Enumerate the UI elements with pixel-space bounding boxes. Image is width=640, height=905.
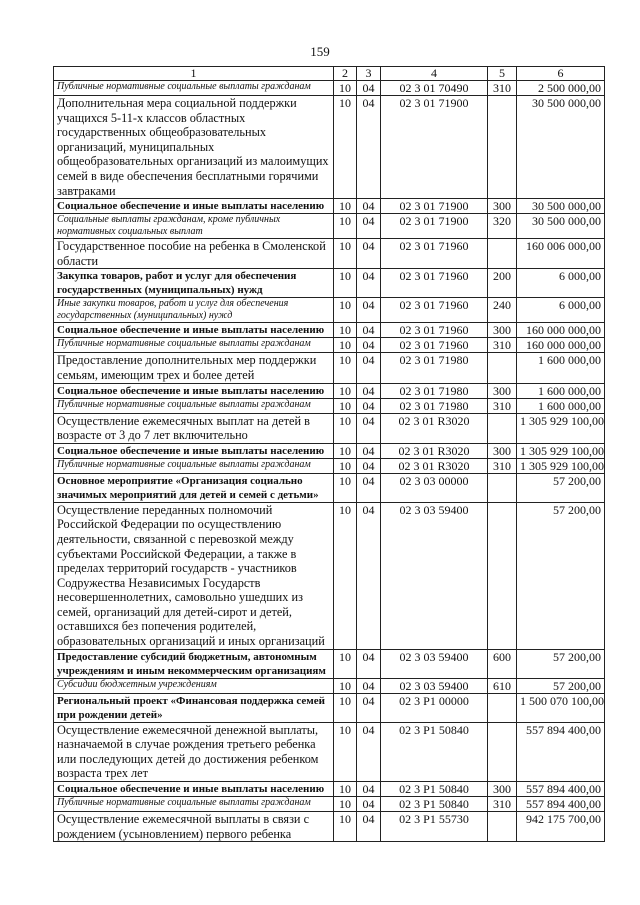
row-sum-cell: 160 000 000,00 [517, 323, 605, 338]
row-kind-cell [488, 353, 517, 383]
row-target-cell: 02 3 01 71980 [381, 398, 488, 413]
budget-table [53, 66, 605, 842]
row-name-cell: Субсидии бюджетным учреждениям [54, 678, 334, 693]
row-target-cell: 02 3 01 71960 [381, 338, 488, 353]
row-subsection-cell: 04 [357, 812, 381, 842]
row-section-cell: 10 [334, 413, 357, 443]
row-kind-cell [488, 502, 517, 649]
row-section-cell: 10 [334, 693, 357, 722]
row-kind-cell: 310 [488, 338, 517, 353]
row-target-cell: 02 3 03 59400 [381, 678, 488, 693]
row-sum-cell: 6 000,00 [517, 269, 605, 298]
row-target-cell: 02 3 01 R3020 [381, 413, 488, 443]
row-sum-cell: 160 006 000,00 [517, 239, 605, 269]
row-sum-cell: 160 000 000,00 [517, 338, 605, 353]
column-header-sum: 6 [517, 67, 605, 81]
row-kind-cell [488, 96, 517, 199]
row-subsection-cell: 04 [357, 782, 381, 797]
row-name-cell: Иные закупки товаров, работ и услуг для обеспечения государственных (муниципальных) нужд [54, 298, 334, 323]
row-target-cell: 02 3 01 71900 [381, 96, 488, 199]
table-row [54, 678, 605, 693]
table-row [54, 269, 605, 298]
table-row [54, 239, 605, 269]
page-number: 159 [310, 44, 330, 59]
row-subsection-cell: 04 [357, 443, 381, 458]
row-section-cell: 10 [334, 473, 357, 502]
row-section-cell: 10 [334, 649, 357, 678]
row-target-cell: 02 3 P1 50840 [381, 797, 488, 812]
row-kind-cell: 610 [488, 678, 517, 693]
row-name-cell: Предоставление дополнительных мер поддержки семьям, имеющим трех и более детей [54, 353, 334, 383]
table-row [54, 812, 605, 842]
row-name-cell: Социальное обеспечение и иные выплаты населению [54, 323, 334, 338]
row-subsection-cell: 04 [357, 678, 381, 693]
row-sum-cell: 1 305 929 100,00 [517, 413, 605, 443]
row-name-cell: Закупка товаров, работ и услуг для обеспечения государственных (муниципальных) нужд [54, 269, 334, 298]
row-kind-cell: 310 [488, 398, 517, 413]
table-row [54, 353, 605, 383]
table-row [54, 443, 605, 458]
row-name-cell: Публичные нормативные социальные выплаты гражданам [54, 797, 334, 812]
row-name-cell: Социальные выплаты гражданам, кроме публичных нормативных социальных выплат [54, 214, 334, 239]
row-name-cell: Публичные нормативные социальные выплаты гражданам [54, 398, 334, 413]
row-target-cell: 02 3 01 R3020 [381, 443, 488, 458]
row-name-cell: Публичные нормативные социальные выплаты гражданам [54, 458, 334, 473]
row-sum-cell: 1 600 000,00 [517, 353, 605, 383]
row-subsection-cell: 04 [357, 199, 381, 214]
row-name-cell: Социальное обеспечение и иные выплаты населению [54, 383, 334, 398]
row-section-cell: 10 [334, 81, 357, 96]
column-header-name: 1 [54, 67, 334, 81]
table-body [54, 81, 605, 842]
table-row [54, 473, 605, 502]
table-row [54, 458, 605, 473]
row-target-cell: 02 3 P1 00000 [381, 693, 488, 722]
row-sum-cell: 942 175 700,00 [517, 812, 605, 842]
row-section-cell: 10 [334, 214, 357, 239]
row-kind-cell [488, 693, 517, 722]
row-section-cell: 10 [334, 782, 357, 797]
row-kind-cell: 300 [488, 323, 517, 338]
column-header-target: 4 [381, 67, 488, 81]
row-section-cell: 10 [334, 678, 357, 693]
row-target-cell: 02 3 01 71900 [381, 199, 488, 214]
row-subsection-cell: 04 [357, 797, 381, 812]
table-row [54, 722, 605, 781]
row-section-cell: 10 [334, 443, 357, 458]
row-section-cell: 10 [334, 96, 357, 199]
row-name-cell: Социальное обеспечение и иные выплаты населению [54, 782, 334, 797]
row-kind-cell [488, 473, 517, 502]
row-sum-cell: 57 200,00 [517, 678, 605, 693]
row-section-cell: 10 [334, 383, 357, 398]
row-kind-cell [488, 239, 517, 269]
row-section-cell: 10 [334, 353, 357, 383]
row-name-cell: Осуществление ежемесячной выплаты в связи с рождением (усыновлением) первого ребенка [54, 812, 334, 842]
column-header-section: 2 [334, 67, 357, 81]
row-kind-cell: 600 [488, 649, 517, 678]
table-row [54, 383, 605, 398]
row-target-cell: 02 3 01 71960 [381, 298, 488, 323]
row-name-cell: Социальное обеспечение и иные выплаты населению [54, 199, 334, 214]
table-row [54, 797, 605, 812]
row-subsection-cell: 04 [357, 458, 381, 473]
row-section-cell: 10 [334, 502, 357, 649]
row-section-cell: 10 [334, 458, 357, 473]
row-section-cell: 10 [334, 323, 357, 338]
row-kind-cell: 310 [488, 458, 517, 473]
row-kind-cell: 310 [488, 81, 517, 96]
row-target-cell: 02 3 01 71960 [381, 269, 488, 298]
row-kind-cell: 300 [488, 782, 517, 797]
row-section-cell: 10 [334, 338, 357, 353]
row-sum-cell: 1 600 000,00 [517, 398, 605, 413]
row-sum-cell: 30 500 000,00 [517, 199, 605, 214]
row-subsection-cell: 04 [357, 338, 381, 353]
table-row [54, 298, 605, 323]
row-subsection-cell: 04 [357, 413, 381, 443]
row-kind-cell: 300 [488, 199, 517, 214]
row-target-cell: 02 3 03 59400 [381, 649, 488, 678]
table-row [54, 413, 605, 443]
row-target-cell: 02 3 03 59400 [381, 502, 488, 649]
row-sum-cell: 57 200,00 [517, 473, 605, 502]
row-name-cell: Социальное обеспечение и иные выплаты населению [54, 443, 334, 458]
row-subsection-cell: 04 [357, 96, 381, 199]
row-target-cell: 02 3 01 71960 [381, 239, 488, 269]
row-kind-cell: 320 [488, 214, 517, 239]
row-subsection-cell: 04 [357, 323, 381, 338]
row-subsection-cell: 04 [357, 722, 381, 781]
row-name-cell: Осуществление ежемесячной денежной выплаты, назначаемой в случае рождения третьего ребенка или последующих детей до достижения ребенком возраста трех лет [54, 722, 334, 781]
column-header-kind: 5 [488, 67, 517, 81]
row-target-cell: 02 3 01 71980 [381, 383, 488, 398]
row-subsection-cell: 04 [357, 298, 381, 323]
row-target-cell: 02 3 03 00000 [381, 473, 488, 502]
row-subsection-cell: 04 [357, 502, 381, 649]
row-target-cell: 02 3 P1 50840 [381, 782, 488, 797]
row-target-cell: 02 3 01 R3020 [381, 458, 488, 473]
row-sum-cell: 557 894 400,00 [517, 782, 605, 797]
row-kind-cell: 300 [488, 443, 517, 458]
table-row [54, 81, 605, 96]
row-name-cell: Дополнительная мера социальной поддержки учащихся 5-11-х классов областных государственных общеобразовательных организаций, муниципальных общеобразовательных организаций из малоимущих семей в виде обеспечения бесплатными горячими завтраками [54, 96, 334, 199]
row-sum-cell: 557 894 400,00 [517, 797, 605, 812]
row-kind-cell [488, 722, 517, 781]
row-sum-cell: 30 500 000,00 [517, 96, 605, 199]
row-kind-cell [488, 413, 517, 443]
table-row [54, 398, 605, 413]
row-section-cell: 10 [334, 812, 357, 842]
row-section-cell: 10 [334, 298, 357, 323]
table-row [54, 199, 605, 214]
row-subsection-cell: 04 [357, 353, 381, 383]
row-name-cell: Предоставление субсидий бюджетным, автономным учреждениям и иным некоммерческим организациям [54, 649, 334, 678]
row-kind-cell: 310 [488, 797, 517, 812]
row-subsection-cell: 04 [357, 214, 381, 239]
row-subsection-cell: 04 [357, 649, 381, 678]
row-sum-cell: 2 500 000,00 [517, 81, 605, 96]
row-name-cell: Осуществление ежемесячных выплат на детей в возрасте от 3 до 7 лет включительно [54, 413, 334, 443]
row-section-cell: 10 [334, 199, 357, 214]
row-sum-cell: 57 200,00 [517, 649, 605, 678]
row-section-cell: 10 [334, 239, 357, 269]
row-target-cell: 02 3 01 71980 [381, 353, 488, 383]
row-subsection-cell: 04 [357, 239, 381, 269]
row-target-cell: 02 3 01 71960 [381, 323, 488, 338]
row-sum-cell: 1 305 929 100,00 [517, 443, 605, 458]
table-row [54, 96, 605, 199]
row-kind-cell [488, 812, 517, 842]
table-row [54, 502, 605, 649]
row-target-cell: 02 3 P1 50840 [381, 722, 488, 781]
row-section-cell: 10 [334, 722, 357, 781]
row-name-cell: Публичные нормативные социальные выплаты гражданам [54, 338, 334, 353]
row-target-cell: 02 3 01 70490 [381, 81, 488, 96]
row-name-cell: Основное мероприятие «Организация социально значимых мероприятий для детей и семей с детьми» [54, 473, 334, 502]
row-kind-cell: 200 [488, 269, 517, 298]
row-name-cell: Региональный проект «Финансовая поддержка семей при рождении детей» [54, 693, 334, 722]
table-row [54, 214, 605, 239]
row-subsection-cell: 04 [357, 269, 381, 298]
row-name-cell: Государственное пособие на ребенка в Смоленской области [54, 239, 334, 269]
row-subsection-cell: 04 [357, 81, 381, 96]
row-name-cell: Публичные нормативные социальные выплаты гражданам [54, 81, 334, 96]
row-kind-cell: 300 [488, 383, 517, 398]
table-row [54, 649, 605, 678]
row-sum-cell: 557 894 400,00 [517, 722, 605, 781]
row-section-cell: 10 [334, 797, 357, 812]
table-row [54, 338, 605, 353]
table-row [54, 782, 605, 797]
column-header-subsection: 3 [357, 67, 381, 81]
row-subsection-cell: 04 [357, 693, 381, 722]
row-sum-cell: 30 500 000,00 [517, 214, 605, 239]
row-section-cell: 10 [334, 398, 357, 413]
row-sum-cell: 1 500 070 100,00 [517, 693, 605, 722]
row-name-cell: Осуществление переданных полномочий Российской Федерации по осуществлению деятельности, связанной с перевозкой между субъектами Российской Федерации, а также в пределах территорий государств - участников Содружества Независимых Государств несовершеннолетних, самовольно ушедших из семей, организаций для детей-сирот и детей, оставшихся без попечения родителей, образовательных организаций и иных организаций [54, 502, 334, 649]
row-sum-cell: 6 000,00 [517, 298, 605, 323]
row-kind-cell: 240 [488, 298, 517, 323]
row-subsection-cell: 04 [357, 473, 381, 502]
table-header-row [54, 67, 605, 81]
row-section-cell: 10 [334, 269, 357, 298]
row-sum-cell: 1 600 000,00 [517, 383, 605, 398]
row-subsection-cell: 04 [357, 398, 381, 413]
row-target-cell: 02 3 01 71900 [381, 214, 488, 239]
row-target-cell: 02 3 P1 55730 [381, 812, 488, 842]
row-sum-cell: 57 200,00 [517, 502, 605, 649]
row-sum-cell: 1 305 929 100,00 [517, 458, 605, 473]
row-subsection-cell: 04 [357, 383, 381, 398]
table-row [54, 693, 605, 722]
table-row [54, 323, 605, 338]
